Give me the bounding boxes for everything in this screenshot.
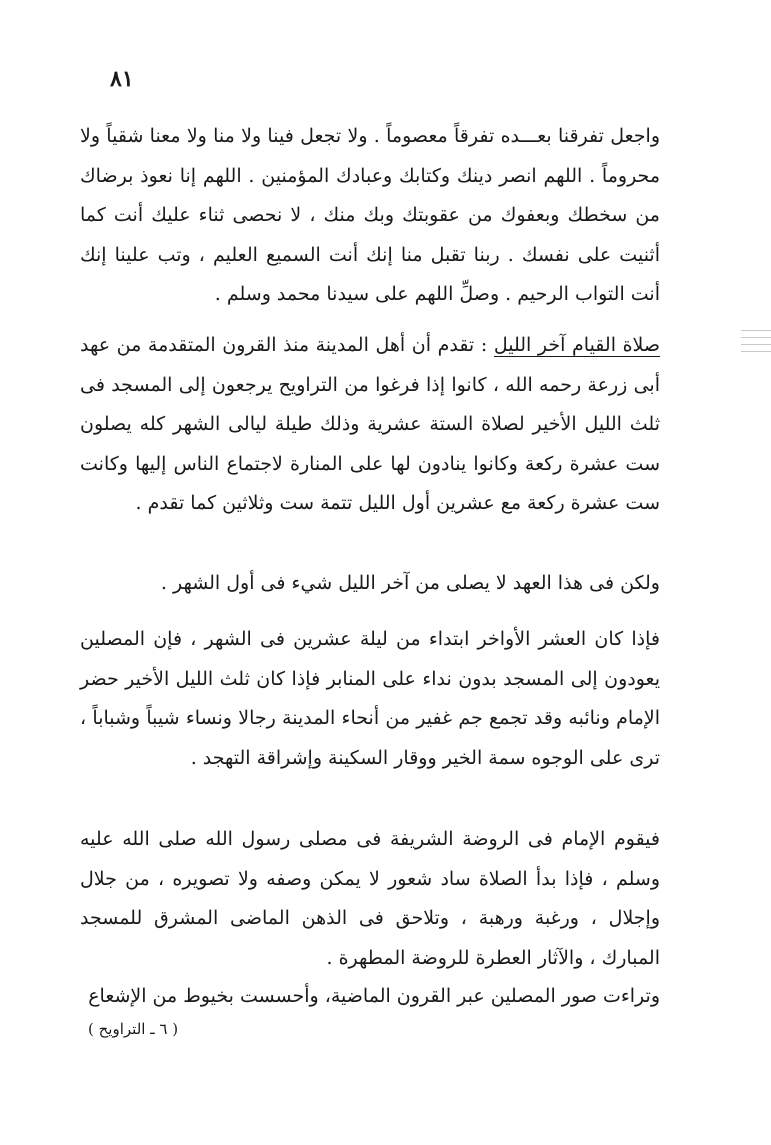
paragraph-current-era [80, 564, 660, 604]
paragraph-last-ten-nights [80, 620, 660, 778]
paragraph-text: واجعل تفرقنا بعـــده تفرقاً معصوماً . ولا تجعل فينا ولا منا ولا معنا شقياً ولا محروماً . اللهم انصر دينك وكتابك وعبادك المؤمنين . اللهم إنا نعوذ برضاك من سخطك وبعفوك من عقوبتك وبك منك ، لا نحصى ثناء عليك أنت كما أثنيت على نفسك . ربنا تقبل منا إنك أنت السميع العليم ، وتب علينا إنك أنت التواب الرحيم . وصلِّ اللهم على سيدنا محمد وسلم . [80, 125, 660, 305]
section-heading: صلاة القيام آخر الليل [493, 334, 661, 356]
paragraph-text: فيقوم الإمام فى الروضة الشريفة فى مصلى رسول الله صلى الله عليه وسلم ، فإذا بدأ الصلاة ساد شعور لا يمكن وصفه ولا تصويره ، من جلال وإجلال ، ورغبة ورهبة ، وتلاحق فى الذهن الماضى المشرق للمسجد المبارك ، والآثار العطرة للروضة المطهرة . [80, 828, 660, 969]
signature-mark: ( ٦ ـ التراويح ) [88, 1020, 179, 1038]
paragraph-night-prayer [80, 326, 660, 524]
paragraph-text: فإذا كان العشر الأواخر ابتداء من ليلة عشرين فى الشهر ، فإن المصلين يعودون إلى المسجد بدون نداء على المنابر فإذا كان ثلث الليل الأخير حضر الإمام ونائبه وقد تجمع جم غفير من أنحاء المدينة رجالا ونساء شيباً وشباباً ، ترى على الوجوه سمة الخير ووقار السكينة وإشراقة التهجد . [80, 628, 660, 769]
paragraph-past-worshippers [80, 977, 660, 1017]
paragraph-body: : تقدم أن أهل المدينة منذ القرون المتقدمة من عهد أبى زرعة رحمه الله ، كانوا إذا فرغوا من التراويح يرجعون إلى المسجد فى ثلث الليل الأخير لصلاة الستة عشرية وذلك طيلة ليالى الشهر كله يصلون ست عشرة ركعة وكانوا ينادون لها على المنارة لاجتماع الناس إليها وكانت ست عشرة ركعة مع عشرين أول الليل تتمة ست وثلاثين كما تقدم . [80, 334, 660, 514]
page-number: ٨١ [110, 66, 134, 92]
margin-scan-marks [741, 330, 771, 370]
paragraph-imam-rawdah [80, 820, 660, 978]
paragraph-text: وتراءت صور المصلين عبر القرون الماضية، وأحسست بخيوط من الإشعاع [88, 985, 660, 1007]
paragraph-text: ولكن فى هذا العهد لا يصلى من آخر الليل شيء فى أول الشهر . [160, 572, 660, 594]
paragraph-prayer-closing [80, 117, 660, 315]
paragraph-text [80, 326, 660, 524]
